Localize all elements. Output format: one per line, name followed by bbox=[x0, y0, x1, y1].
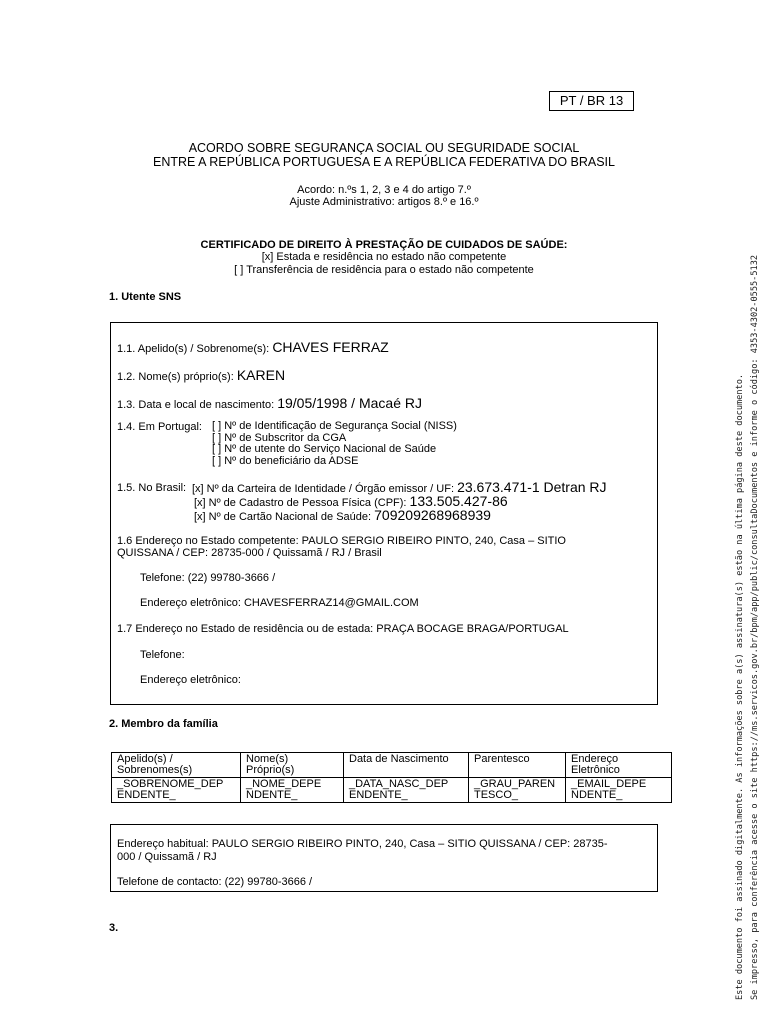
family-table bbox=[111, 752, 672, 803]
portugal-label: 1.4. Em Portugal: bbox=[117, 421, 202, 433]
section-3-title: 3. bbox=[109, 922, 119, 934]
brasil-label: 1.5. No Brasil: bbox=[117, 482, 187, 494]
table-header-cell: Endereço Eletrônico bbox=[566, 753, 672, 778]
birth-value: 19/05/1998 / Macaé RJ bbox=[277, 395, 422, 411]
certificate-option-1: [x] Estada e residência no estado não competente bbox=[261, 251, 507, 263]
phone-2: Telefone: bbox=[140, 649, 185, 661]
portugal-items bbox=[212, 421, 457, 467]
residence-address: 1.7 Endereço no Estado de residência ou de estada: PRAÇA BOCAGE BRAGA/PORTUGAL bbox=[117, 623, 569, 635]
table-cell: _NOME_DEPE NDENTE_ bbox=[241, 778, 344, 803]
brasil-item-3-value: 709209268968939 bbox=[374, 507, 491, 523]
table-header-cell: Nome(s) Próprio(s) bbox=[241, 753, 344, 778]
phone-1: Telefone: (22) 99780-3666 / bbox=[140, 572, 276, 584]
portugal-item: [ ] Nº de Identificação de Segurança Social (NISS) bbox=[212, 420, 457, 432]
portugal-item: [ ] Nº de utente do Serviço Nacional de Saúde bbox=[212, 443, 437, 455]
portugal-item: [ ] Nº de Subscritor da CGA bbox=[212, 431, 347, 444]
table-header-cell: Apelido(s) / Sobrenomes(s) bbox=[112, 753, 241, 778]
table-header-row bbox=[112, 753, 672, 778]
title-line-1: ACORDO SOBRE SEGURANÇA SOCIAL OU SEGURIDADE SOCIAL bbox=[188, 141, 580, 155]
table-header-cell: Parentesco bbox=[469, 753, 566, 778]
name-value: KAREN bbox=[236, 367, 286, 383]
surname-label: 1.1. Apelido(s) / Sobrenome(s): bbox=[117, 343, 270, 355]
verification-notice: Se impresso, para conferência acesse o site https://ms.servicos.gov.br/bpm/app/public/consultaDocumentos e informe o código: 4353-4302-0555-5132 bbox=[750, 254, 760, 1000]
section-1-title: 1. Utente SNS bbox=[109, 291, 182, 303]
table-cell: _SOBRENOME_DEP ENDENTE_ bbox=[112, 778, 241, 803]
surname-row bbox=[117, 339, 389, 355]
email-1: Endereço eletrônico: CHAVESFERRAZ14@GMAIL.COM bbox=[140, 597, 419, 609]
surname-value: CHAVES FERRAZ bbox=[272, 339, 389, 355]
brasil-item-3 bbox=[194, 507, 491, 523]
habitual-address-line-2: 000 / Quissamã / RJ bbox=[117, 851, 217, 863]
agreement-line-1: Acordo: n.ºs 1, 2, 3 e 4 do artigo 7.º bbox=[297, 184, 471, 196]
signature-notice: Este documento foi assinado digitalmente. As informações sobre a(s) assinatura(s) estão na última página deste documento. bbox=[735, 373, 745, 1000]
agreement-line-2: Ajuste Administrativo: artigos 8.º e 16.º bbox=[289, 196, 479, 208]
brasil-item-1-value: 23.673.471-1 Detran RJ bbox=[457, 479, 607, 495]
certificate-option-2: [ ] Transferência de residência para o estado não competente bbox=[234, 264, 534, 276]
table-cell: _DATA_NASC_DEP ENDENTE_ bbox=[344, 778, 469, 803]
competent-address-line-2: QUISSANA / CEP: 28735-000 / Quissamã / RJ / Brasil bbox=[117, 547, 382, 559]
habitual-address-line-1: Endereço habitual: PAULO SERGIO RIBEIRO PINTO, 240, Casa – SITIO QUISSANA / CEP: 28735- bbox=[117, 838, 608, 850]
certificate-title: CERTIFICADO DE DIREITO À PRESTAÇÃO DE CUIDADOS DE SAÚDE: bbox=[200, 239, 568, 251]
birth-row bbox=[117, 395, 422, 411]
birth-label: 1.3. Data e local de nascimento: bbox=[117, 399, 275, 411]
portugal-item: [ ] Nº do beneficiário da ADSE bbox=[212, 454, 359, 467]
table-cell: _GRAU_PAREN TESCO_ bbox=[469, 778, 566, 803]
table-row bbox=[112, 778, 672, 803]
document-code: PT / BR 13 bbox=[549, 91, 634, 111]
brasil-item-1-label: [x] Nº da Carteira de Identidade / Órgão emissor / UF: bbox=[192, 483, 455, 495]
email-2: Endereço eletrônico: bbox=[140, 674, 241, 686]
table-cell: _EMAIL_DEPE NDENTE_ bbox=[566, 778, 672, 803]
brasil-item-2-label: [x] Nº de Cadastro de Pessoa Física (CPF): bbox=[194, 497, 407, 509]
section-2-title: 2. Membro da família bbox=[109, 718, 218, 730]
brasil-item-3-label: [x] Nº de Cartão Nacional de Saúde: bbox=[194, 511, 372, 523]
name-label: 1.2. Nome(s) próprio(s): bbox=[117, 371, 234, 383]
contact-phone: Telefone de contacto: (22) 99780-3666 / bbox=[117, 876, 313, 888]
title-line-2: ENTRE A REPÚBLICA PORTUGUESA E A REPÚBLICA FEDERATIVA DO BRASIL bbox=[153, 155, 615, 169]
brasil-item-2-value: 133.505.427-86 bbox=[409, 493, 508, 509]
competent-address-line-1: 1.6 Endereço no Estado competente: PAULO SERGIO RIBEIRO PINTO, 240, Casa – SITIO bbox=[117, 535, 566, 547]
name-row bbox=[117, 367, 285, 383]
table-header-cell: Data de Nascimento bbox=[344, 753, 469, 778]
